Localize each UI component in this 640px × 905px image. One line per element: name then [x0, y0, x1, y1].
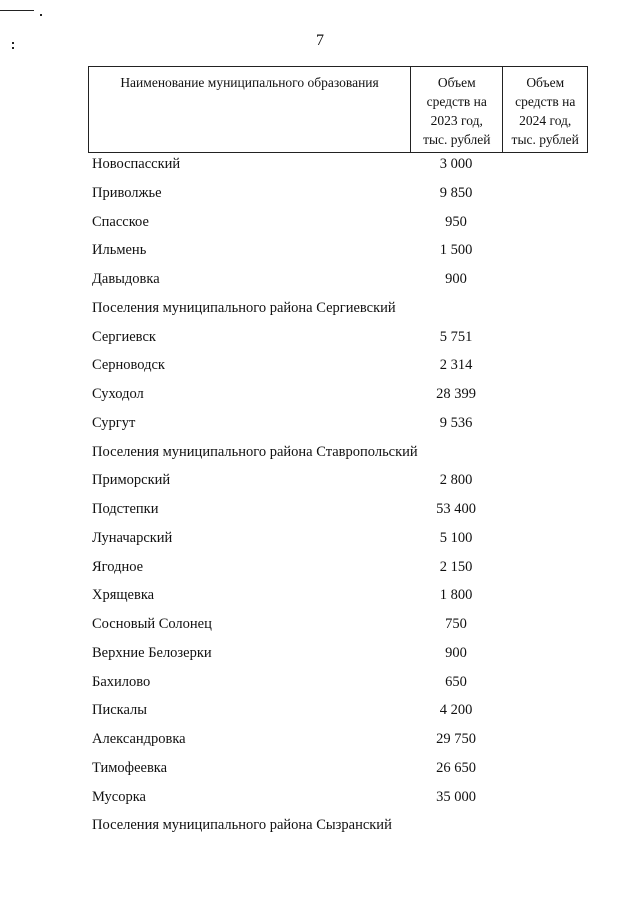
municipality-name: Спасское: [92, 213, 149, 230]
table-row: [92, 698, 512, 722]
municipality-name: Давыдовка: [92, 271, 160, 287]
table-row: [92, 670, 512, 694]
section-heading: Поселения муниципального района Сергиевский: [92, 299, 396, 316]
table-row: [92, 526, 512, 550]
header-2023-line: средств на: [426, 94, 487, 109]
municipality-name: Суходол: [92, 386, 144, 402]
table-row: [92, 181, 512, 205]
header-2023: [411, 67, 503, 153]
table-row: [92, 583, 512, 607]
municipality-name: Серноводск: [92, 357, 165, 374]
amount-2023: 9 536: [439, 414, 473, 431]
header-2024: [503, 67, 588, 153]
table-row: [92, 325, 512, 349]
table-row: [92, 382, 512, 406]
amount-2023: 1 800: [439, 587, 473, 604]
amount-2023: 650: [445, 673, 467, 690]
table-row: [92, 238, 512, 262]
municipality-name: Верхние Белозерки: [92, 644, 212, 661]
table-row: [92, 756, 512, 780]
municipality-name: Мусорка: [92, 788, 146, 805]
header-name: [89, 67, 411, 153]
table-row: [92, 641, 512, 665]
municipality-name: Новоспасский: [92, 156, 181, 172]
amount-2023: 750: [445, 616, 467, 632]
section-heading: Поселения муниципального района Сызранский: [92, 817, 392, 834]
header-2024-line: 2024 год,: [519, 113, 572, 128]
header-2023-line: Объем: [437, 75, 476, 90]
amount-2023: 900: [445, 271, 467, 287]
municipality-name: Приволжье: [92, 184, 162, 201]
table-row: [92, 353, 512, 377]
amount-2023: 26 650: [436, 759, 476, 776]
municipality-name: Хрящевка: [92, 587, 155, 604]
amount-2023: 28 399: [436, 386, 476, 402]
header-name-text: Наименование муниципального образования: [120, 75, 379, 90]
amount-2023: 1 500: [439, 242, 473, 259]
table-row: [92, 210, 512, 234]
amount-2023: 9 850: [439, 184, 473, 201]
table-row: [92, 411, 512, 435]
municipality-name: Сургут: [92, 414, 136, 431]
amount-2023: 900: [445, 644, 467, 661]
header-2024-line: тыс. рублей: [511, 132, 579, 147]
amount-2023: 5 100: [439, 529, 473, 546]
table-row: [92, 267, 512, 291]
municipality-name: Бахилово: [92, 673, 151, 690]
table-row: [92, 152, 512, 176]
amount-2023: 3 000: [439, 156, 473, 172]
scan-mark-dot: [40, 14, 42, 16]
amount-2023: 2 314: [439, 357, 473, 374]
table-row: [92, 497, 512, 521]
amount-2023: 53 400: [436, 501, 476, 517]
amount-2023: 2 150: [439, 558, 473, 575]
municipality-name: Луначарский: [92, 529, 173, 546]
municipality-name: Сосновый Солонец: [92, 616, 212, 632]
header-2024-line: Объем: [526, 75, 565, 90]
table-header: [88, 66, 588, 153]
amount-2023: 4 200: [439, 702, 473, 719]
amount-2023: 950: [445, 213, 467, 230]
section-heading: Поселения муниципального района Ставропольский: [92, 443, 418, 460]
municipality-name: Приморский: [92, 472, 171, 489]
header-2023-line: тыс. рублей: [423, 132, 491, 147]
table-row: [92, 468, 512, 492]
page-number: 7: [316, 32, 324, 49]
table-row: [92, 785, 512, 809]
amount-2023: 2 800: [439, 472, 473, 489]
scan-mark-line: [0, 10, 34, 11]
municipality-name: Сергиевск: [92, 328, 156, 345]
municipality-name: Тимофеевка: [92, 759, 168, 776]
table-row: [92, 727, 512, 751]
table-row: [92, 555, 512, 579]
municipality-name: Пискалы: [92, 702, 148, 719]
amount-2023: 5 751: [439, 328, 473, 345]
municipality-name: Подстепки: [92, 501, 159, 517]
header-2023-line: 2023 год,: [430, 113, 483, 128]
municipality-name: Ягодное: [92, 558, 144, 575]
amount-2023: 29 750: [436, 731, 476, 747]
table-row: [92, 612, 512, 636]
municipality-name: Александровка: [92, 731, 186, 747]
amount-2023: 35 000: [436, 788, 476, 805]
municipality-name: Ильмень: [92, 242, 147, 259]
header-2024-line: средств на: [515, 94, 576, 109]
